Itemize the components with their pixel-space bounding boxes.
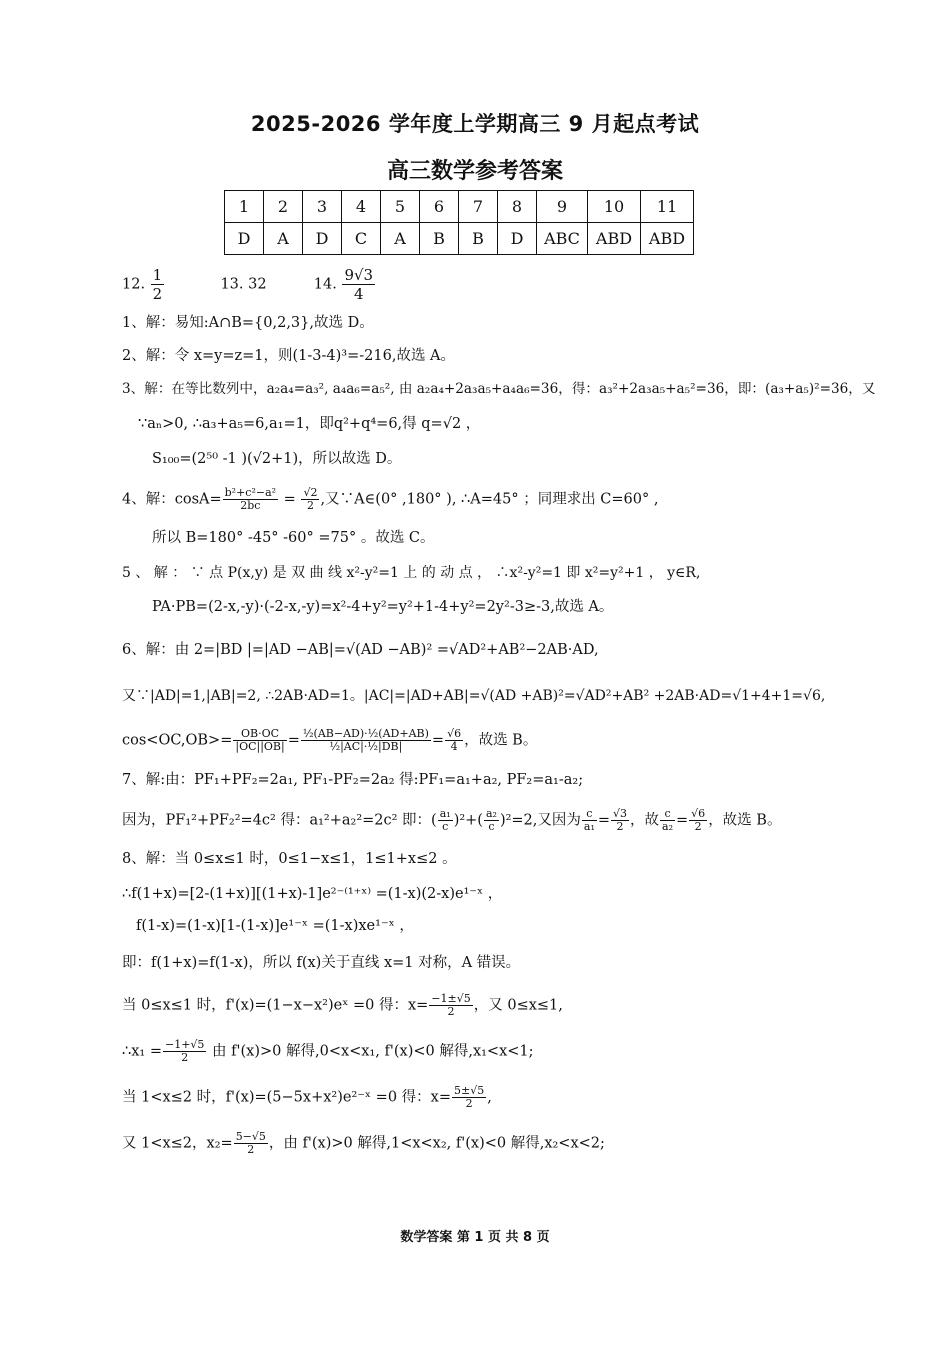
solution-8-line5: 当 0≤x≤1 时，f'(x)=(1−x−x²)eˣ =0 得：x= $\frac{-1\pm√5}{2}$ ，又 0≤x≤1, [122, 992, 563, 1018]
q12-label: 12. [122, 276, 146, 293]
solution-8-line6: ∴x₁ = $\frac{-1+√5}{2}$ 由 f'(x)>0 解得,0<x<x₁, f'(x)<0 解得,x₁<x<1; [122, 1038, 534, 1064]
q12-fraction: $\frac{1}{2}$ [152, 266, 163, 303]
frac-c-a2: $\frac{c}{\text{a₂}}$ [662, 807, 674, 833]
answer-row [225, 223, 694, 255]
solution-8-line7: 当 1<x≤2 时，f'(x)=(5−5x+x²)e²⁻ˣ =0 得：x= $\frac{5\pm√5}{2}$ , [122, 1084, 492, 1110]
question-number-row [225, 191, 694, 223]
page-footer: 数学答案 第 1 页 共 8 页 [400, 1230, 550, 1245]
solution-6-line3: cos<OC,OB>= $\frac{OB\cdot OC}{|OC||OB|}$ = $\frac{\text{½(AB−AD)·½(AD+AB)}}{\text{½|AC|·½|DB|}}$ = $\frac{√6}{4}$ ，故选 B。 [122, 727, 538, 753]
question-number: 1 [225, 191, 264, 223]
root-fraction-2: $\frac{5\pm√5}{2}$ [453, 1084, 485, 1110]
solution-4-line1: 4、解：cosA= $\frac{\text{b²+c²−a²}}{2bc}$ = $\frac{√2}{2}$ ,又∵A∈(0° ,180° ), ∴A=45° ；同理求出 C=60° , [122, 486, 659, 512]
question-number: 6 [420, 191, 459, 223]
solution-2: 2、解：令 x=y=z=1，则(1-3-4)³=-216,故选 A。 [122, 348, 456, 364]
answer-cell: C [342, 223, 381, 255]
frac-root3-2: $\frac{√3}{2}$ [613, 807, 628, 833]
answer-cell: B [420, 223, 459, 255]
frac-c-a1: $\frac{c}{\text{a₁}}$ [583, 807, 595, 833]
question-number: 7 [459, 191, 498, 223]
q14-label: 14. [313, 276, 337, 293]
exam-title: 2025-2026 学年度上学期高三 9 月起点考试 [250, 112, 700, 136]
cos-a-fraction: $\frac{\text{b²+c²−a²}}{2bc}$ [224, 486, 277, 512]
solution-4-line2: 所以 B=180° -45° -60° =75° 。故选 C。 [152, 530, 435, 546]
answer-cell: D [303, 223, 342, 255]
answer-cell: D [498, 223, 537, 255]
solution-8-line4: 即：f(1+x)=f(1-x)，所以 f(x)关于直线 x=1 对称，A 错误。 [122, 955, 521, 971]
root2-over-2-fraction: $\frac{√2}{2}$ [303, 486, 318, 512]
solution-8-line1: 8、解：当 0≤x≤1 时，0≤1−x≤1，1≤1+x≤2 。 [122, 851, 457, 867]
solution-3-line1: 3、解：在等比数列中，a₂a₄=a₃², a₄a₆=a₅², 由 a₂a₄+2a₃a₅+a₄a₆=36，得：a₃²+2a₃a₅+a₅²=36，即：(a₃+a₅)²=36，又 [122, 381, 876, 397]
x1-fraction: $\frac{-1+√5}{2}$ [164, 1038, 205, 1064]
question-number: 11 [641, 191, 694, 223]
solution-8-line2: ∴f(1+x)=[2-(1+x)][(1+x)-1]e²⁻⁽¹⁺ˣ⁾ =(1-x)(2-x)e¹⁻ˣ ， [122, 886, 503, 902]
q13-answer: 13. 32 [220, 276, 267, 293]
answer-cell: ABD [588, 223, 641, 255]
cos-fraction-1: $\frac{OB\cdot OC}{|OC||OB|}$ [235, 727, 285, 753]
answer-cell: ABC [537, 223, 588, 255]
question-number: 4 [342, 191, 381, 223]
answer-key-title: 高三数学参考答案 [386, 159, 563, 184]
solution-3-line2: ∵aₙ>0, ∴a₃+a₅=6,a₁=1，即q²+q⁴=6,得 q=√2 ， [138, 416, 481, 432]
cos-fraction-2: $\frac{\text{½(AB−AD)·½(AD+AB)}}{\text{½|AC|·½|DB|}}$ [302, 727, 429, 753]
fill-blank-answers [122, 266, 376, 303]
solution-7-line2: 因为，PF₁²+PF₂²=4c² 得：a₁²+a₂²=2c² 即：( $\frac{\text{a₁}}{c}$ )²+( $\frac{\text{a₂}}{c}$ )²=2,又因为 $\frac{c}{\text{a₁}}$ = $\frac{√3}{2}$ ，故 $\frac{c}{\text{a₂}}$ = $\frac{√6}{2}$ ，故选 B。 [122, 807, 782, 833]
solution-6-line2: 又∵|AD|=1,|AB|=2, ∴2AB·AD=1。|AC|=|AD+AB|=√(AD +AB)²=√AD²+AB² +2AB·AD=√1+4+1=√6, [122, 688, 826, 704]
x2-fraction: $\frac{5-√5}{2}$ [235, 1130, 266, 1156]
question-number: 2 [264, 191, 303, 223]
answer-table [224, 190, 694, 255]
solution-7-line1: 7、解:由：PF₁+PF₂=2a₁, PF₁-PF₂=2a₂ 得:PF₁=a₁+a₂, PF₂=a₁-a₂; [122, 772, 584, 788]
answer-cell: ABD [641, 223, 694, 255]
question-number: 8 [498, 191, 537, 223]
question-number: 10 [588, 191, 641, 223]
question-number: 5 [381, 191, 420, 223]
cos-fraction-3: $\frac{√6}{4}$ [447, 727, 462, 753]
frac-a1-c: $\frac{\text{a₁}}{c}$ [439, 807, 451, 833]
frac-root6-2: $\frac{√6}{2}$ [691, 807, 706, 833]
solution-6-line1: 6、解：由 2=|BD |=|AD −AB|=√(AD −AB)² =√AD²+AB²−2AB·AD, [122, 642, 599, 658]
root-fraction-1: $\frac{-1\pm√5}{2}$ [431, 992, 471, 1018]
solution-1: 1、解：易知:A∩B={0,2,3},故选 D。 [122, 315, 374, 331]
answer-cell: D [225, 223, 264, 255]
solution-5-line2: PA·PB=(2-x,-y)·(-2-x,-y)=x²-4+y²=y²+1-4+y²=2y²-3≥-3,故选 A。 [152, 599, 614, 615]
solution-8-line8: 又 1<x≤2，x₂= $\frac{5-√5}{2}$ ，由 f'(x)>0 解得,1<x<x₂, f'(x)<0 解得,x₂<x<2; [122, 1130, 605, 1156]
answer-cell: A [264, 223, 303, 255]
answer-cell: B [459, 223, 498, 255]
question-number: 9 [537, 191, 588, 223]
solution-3-line3: S₁₀₀=(2⁵⁰ -1 )(√2+1)，所以故选 D。 [152, 451, 402, 467]
solution-5-line1: 5 、 解 ： ∵ 点 P(x,y) 是 双 曲 线 x²-y²=1 上 的 动 点 ， ∴x²-y²=1 即 x²=y²+1 ， y∈R, [122, 565, 701, 581]
answer-cell: A [381, 223, 420, 255]
q14-fraction: $\frac{9√3}{4}$ [344, 266, 374, 303]
question-number: 3 [303, 191, 342, 223]
frac-a2-c: $\frac{\text{a₂}}{c}$ [485, 807, 497, 833]
solution-8-line3: f(1-x)=(1-x)[1-(1-x)]e¹⁻ˣ =(1-x)xe¹⁻ˣ ， [136, 918, 414, 934]
